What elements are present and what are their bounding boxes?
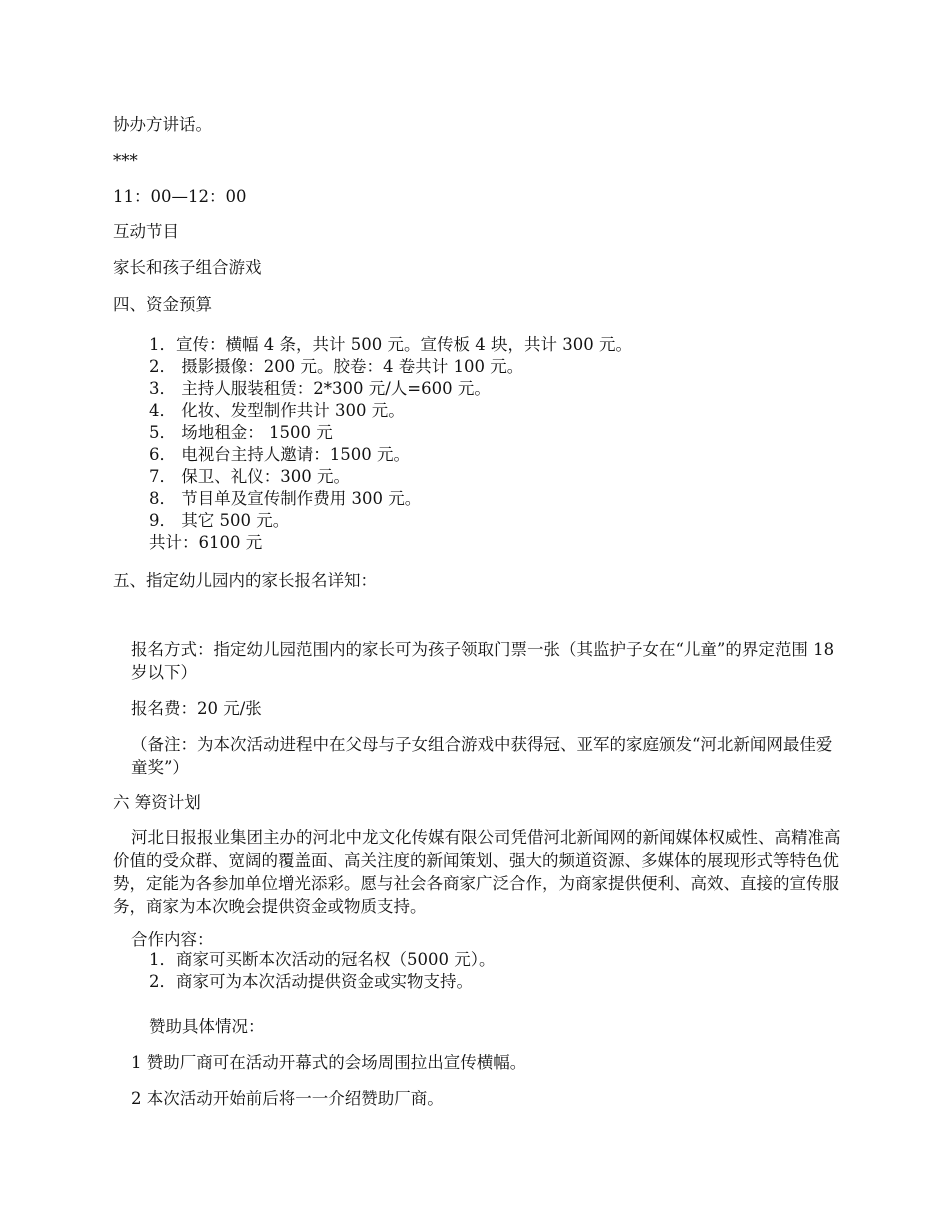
text-line: 协办方讲话。	[113, 115, 212, 134]
budget-item: 5． 场地租金： 1500 元	[149, 423, 333, 442]
funding-body: 河北日报报业集团主办的河北中龙文化传媒有限公司凭借河北新闻网的新闻媒体权威性、高精准高价值的受众群、宽阔的覆盖面、高关注度的新闻策划、强大的频道资源、多媒体的展现形式等特色优势，定能为各参加单位增光添彩。愿与社会各商家广泛合作，为商家提供便利、高效、直接的宣传服务，商家为本次晚会提供资金或物质支持。	[113, 828, 841, 916]
coop-item: 1．商家可买断本次活动的冠名权（5000 元）。	[149, 950, 496, 969]
text-line: 互动节目	[113, 222, 179, 241]
sponsor-detail: 2 本次活动开始前后将一一介绍赞助厂商。	[131, 1089, 444, 1108]
registration-fee: 报名费：20 元/张	[131, 699, 262, 718]
budget-item: 8． 节目单及宣传制作费用 300 元。	[149, 489, 422, 508]
coop-item: 2．商家可为本次活动提供资金或实物支持。	[149, 972, 473, 991]
coop-title: 合作内容：	[131, 930, 214, 949]
registration-note: （备注：为本次活动进程中在父母与子女组合游戏中获得冠、亚军的家庭颁发“河北新闻网最佳爱童奖”）	[131, 735, 833, 777]
time-range: 11：00—12：00	[113, 187, 247, 206]
budget-item: 1．宣传：横幅 4 条，共计 500 元。宣传板 4 块，共计 300 元。	[149, 335, 632, 354]
budget-item: 6． 电视台主持人邀请：1500 元。	[149, 445, 410, 464]
budget-item: 7． 保卫、礼仪：300 元。	[149, 467, 350, 486]
text-line: ***	[113, 151, 138, 170]
text-line: 家长和孩子组合游戏	[113, 258, 262, 277]
budget-item: 2． 摄影摄像：200 元。胶卷：4 卷共计 100 元。	[149, 357, 524, 376]
sponsor-detail: 1 赞助厂商可在活动开幕式的会场周围拉出宣传横幅。	[131, 1053, 527, 1072]
budget-list	[149, 334, 632, 554]
section-heading-registration: 五、指定幼儿园内的家长报名详知：	[113, 571, 377, 590]
section-heading-budget: 四、资金预算	[113, 295, 212, 314]
budget-item: 3． 主持人服装租赁：2*300 元/人=600 元。	[149, 379, 491, 398]
budget-total: 共计：6100 元	[149, 533, 263, 552]
registration-method: 报名方式：指定幼儿园范围内的家长可为孩子领取门票一张（其监护子女在“儿童”的界定范围 18 岁以下）	[131, 640, 835, 682]
sponsor-title: 赞助具体情况：	[149, 1017, 265, 1036]
budget-item: 4． 化妆、发型制作共计 300 元。	[149, 401, 405, 420]
section-heading-funding: 六 筹资计划	[113, 793, 201, 812]
budget-item: 9． 其它 500 元。	[149, 511, 290, 530]
coop-list	[149, 949, 495, 993]
